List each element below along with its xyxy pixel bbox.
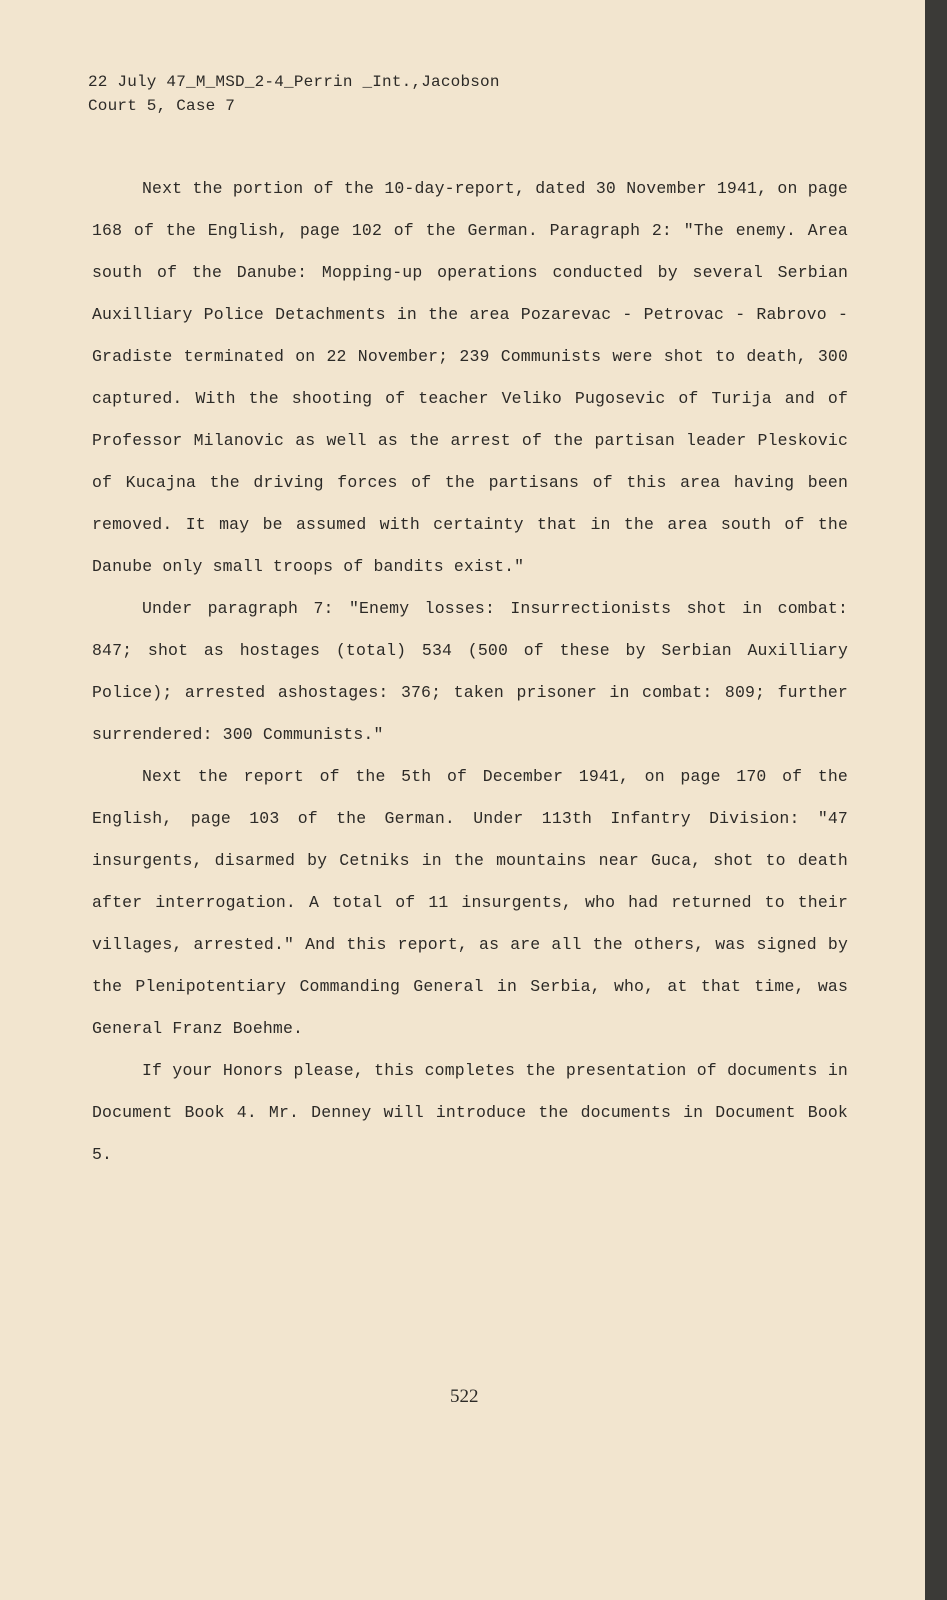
header-line-2: Court 5, Case 7: [88, 97, 236, 115]
header-line-1: 22 July 47_M_MSD_2-4_Perrin _Int.,Jacobson: [88, 73, 500, 91]
paragraph-3: Next the report of the 5th of December 1941, on page 170 of the English, page 103 of the German. Under 113th Infantry Division: "47 insurgents, disarmed by Cetniks in the mountains near Guca, shot to death after interrogation. A total of 11 insurgents, who had returned to their villages, arrested." And this report, as are all the others, was signed by the Plenipotentiary Commanding General in Serbia, who, at that time, was General Franz Boehme.: [92, 767, 848, 1038]
paragraph-1: Next the portion of the 10-day-report, dated 30 November 1941, on page 168 of the English, page 102 of the German. Paragraph 2: "The enemy. Area south of the Danube: Mopping-up operations conducted by several Serbian Auxilliary Police Detachments in the area Pozarevac - Petrovac - Rabrovo - Gradiste terminated on 22 November; 239 Communists were shot to death, 300 captured. With the shooting of teacher Veliko Pugosevic of Turija and of Professor Milanovic as well as the arrest of the partisan leader Pleskovic of Kucajna the driving forces of the partisans of this area having been removed. It may be assumed with certainty that in the area south of the Danube only small troops of bandits exist.": [92, 179, 848, 576]
page-number: 522: [450, 1386, 479, 1407]
document-body: [92, 168, 848, 1176]
page-edge: [925, 0, 947, 1600]
document-header: [88, 70, 500, 118]
paragraph-2: Under paragraph 7: "Enemy losses: Insurrectionists shot in combat: 847; shot as hostages (total) 534 (500 of these by Serbian Auxilliary Police); arrested ashostages: 376; taken prisoner in combat: 809; further surrendered: 300 Communists.": [92, 599, 848, 744]
paragraph-4: If your Honors please, this completes the presentation of documents in Document Book 4. Mr. Denney will introduce the documents in Document Book 5.: [92, 1061, 848, 1164]
